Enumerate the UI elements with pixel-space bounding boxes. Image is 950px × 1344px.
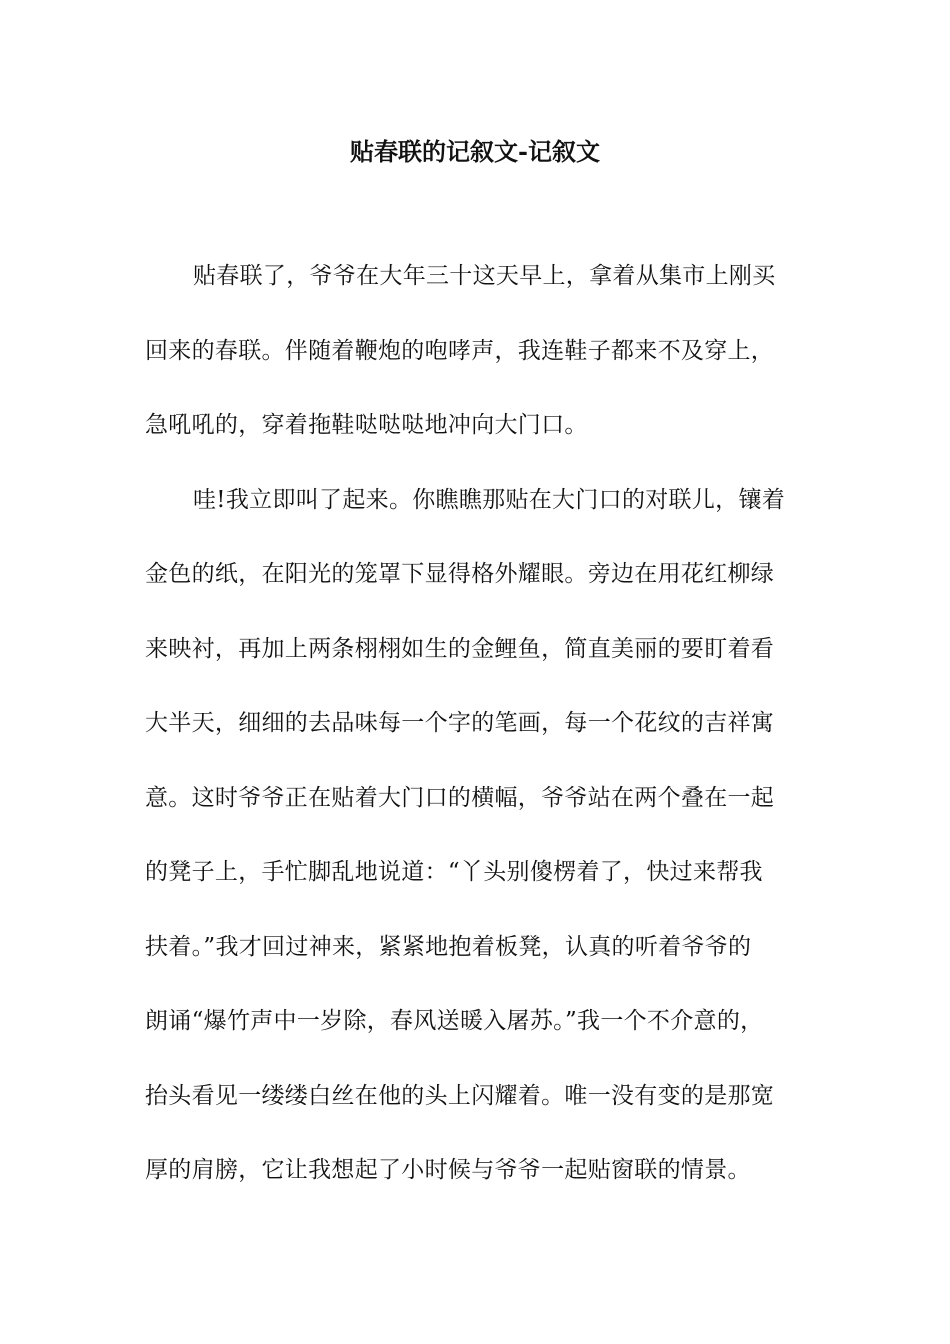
- paragraph-line: 急吼吼的，穿着拖鞋哒哒哒地冲向大门口。: [145, 412, 588, 438]
- document-title: 贴春联的记叙文-记叙文: [350, 137, 600, 166]
- paragraph-line: 的凳子上，手忙脚乱地说道：“丫头别傻楞着了，快过来帮我: [145, 859, 763, 885]
- paragraph-2: [145, 482, 805, 1227]
- paragraph-line: 贴春联了，爷爷在大年三十这天早上，拿着从集市上刚买: [193, 263, 776, 289]
- paragraph-line: 来映衬，再加上两条栩栩如生的金鲤鱼，简直美丽的要盯着看: [145, 635, 775, 662]
- paragraph-line: 朗诵“爆竹声中一岁除，春风送暖入屠苏。”我一个不介意的，: [145, 1008, 764, 1034]
- document-body: [145, 258, 805, 1227]
- paragraph-line: 厚的肩膀，它让我想起了小时候与爷爷一起贴窗联的情景。: [145, 1157, 751, 1183]
- paragraph-line: 意。这时爷爷正在贴着大门口的横幅，爷爷站在两个叠在一起: [145, 784, 775, 811]
- paragraph-line: 抬头看见一缕缕白丝在他的头上闪耀着。唯一没有变的是那宽: [145, 1082, 775, 1109]
- paragraph-1: [145, 258, 805, 482]
- paragraph-line: 大半天，细细的去品味每一个字的笔画，每一个花纹的吉祥寓: [145, 710, 775, 736]
- paragraph-line: 回来的春联。伴随着鞭炮的咆哮声，我连鞋子都来不及穿上，: [145, 337, 775, 364]
- paragraph-line: 金色的纸，在阳光的笼罩下显得格外耀眼。旁边在用花红柳绿: [145, 561, 775, 587]
- paragraph-line: 扶着。”我才回过神来，紧紧地抱着板凳，认真的听着爷爷的: [145, 933, 752, 960]
- paragraph-line: 哇!我立即叫了起来。你瞧瞧那贴在大门口的对联儿，镶着: [193, 486, 786, 513]
